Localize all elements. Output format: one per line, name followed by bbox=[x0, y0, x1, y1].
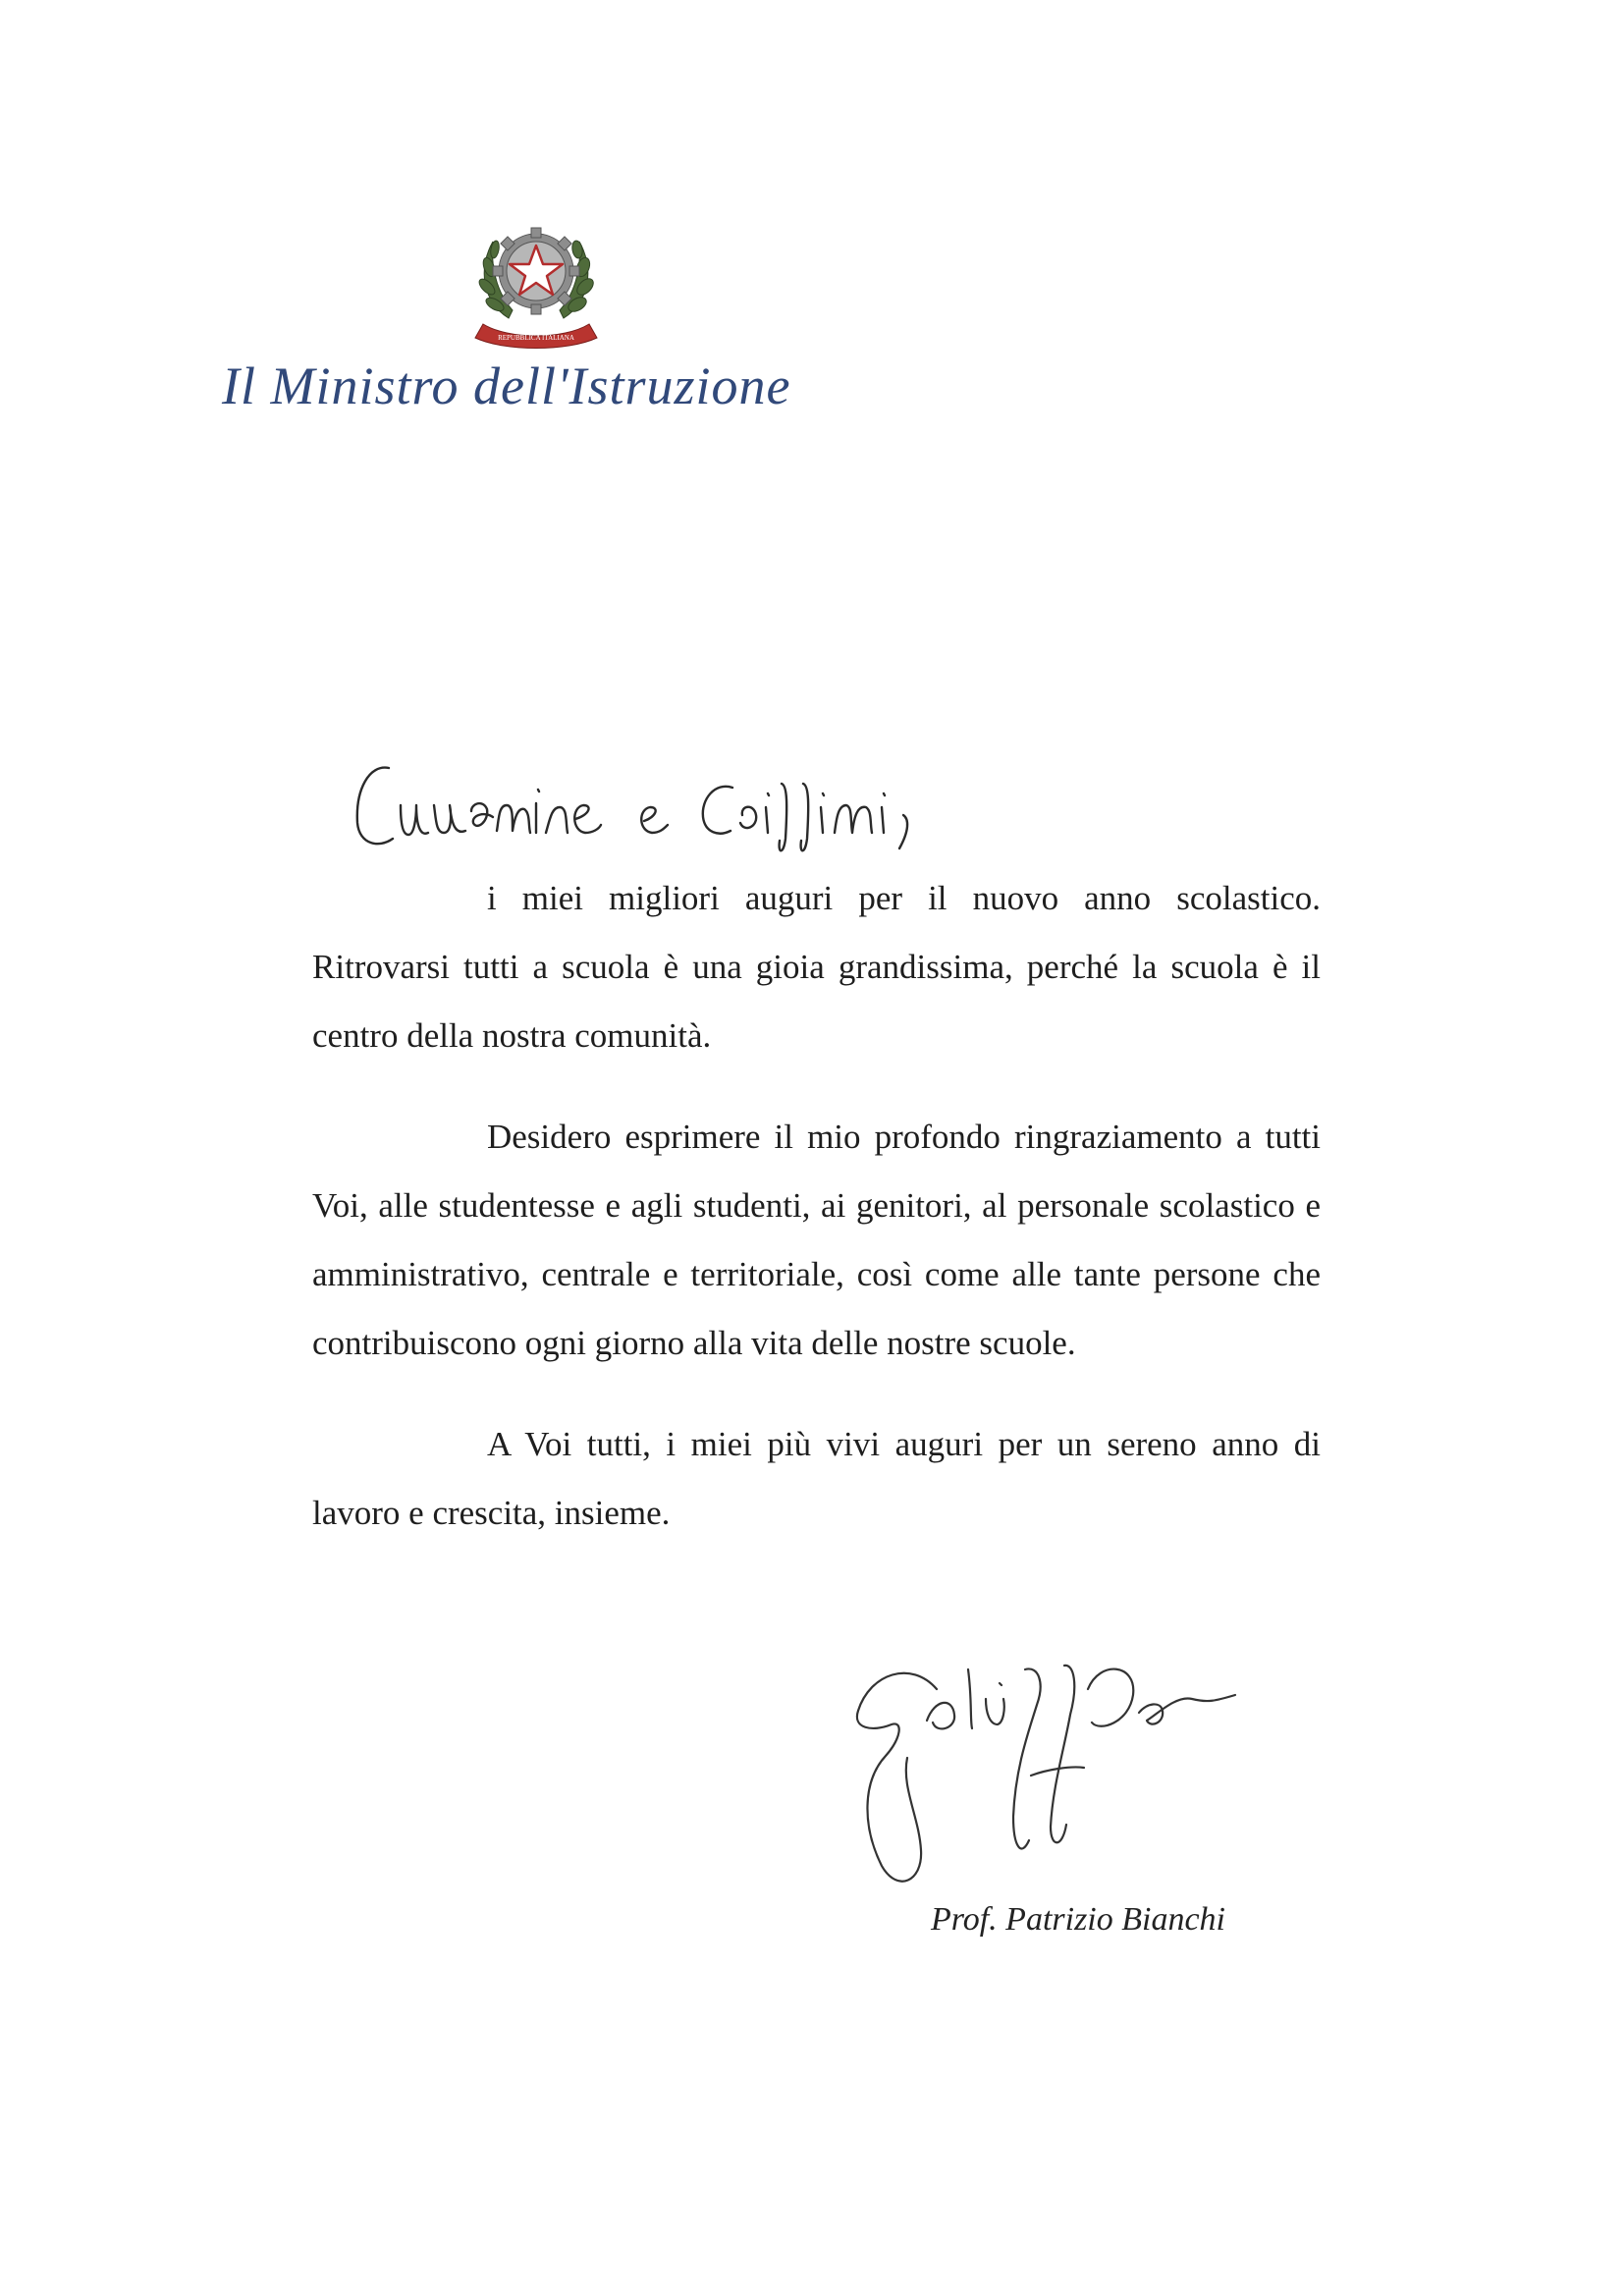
letter-body bbox=[312, 864, 1321, 1580]
letter-paragraph-1: i miei migliori auguri per il nuovo anno scolastico. Ritrovarsi tutti a scuola è una gioia grandissima, perché la scuola è il centro della nostra comunità. bbox=[312, 879, 1321, 1055]
emblem-ribbon-text: REPUBBLICA ITALIANA bbox=[498, 334, 574, 342]
handwritten-salutation bbox=[350, 746, 988, 874]
letter-paragraph-3: A Voi tutti, i miei più vivi auguri per un sereno anno di lavoro e crescita, insieme. bbox=[312, 1425, 1321, 1532]
italian-republic-emblem-icon bbox=[469, 208, 603, 355]
letter-paragraph-2: Desidero esprimere il mio profondo ringraziamento a tutti Voi, alle studentesse e agli studenti, ai genitori, al personale scolastico e amministrativo, centrale e territoriale, così come alle tante persone che contribuiscono ogni giorno alla vita delle nostre scuole. bbox=[312, 1118, 1321, 1362]
signer-name: Prof. Patrizio Bianchi bbox=[931, 1901, 1226, 1938]
ministry-title: Il Ministro dell'Istruzione bbox=[222, 356, 791, 415]
handwritten-signature-icon bbox=[842, 1630, 1304, 1895]
